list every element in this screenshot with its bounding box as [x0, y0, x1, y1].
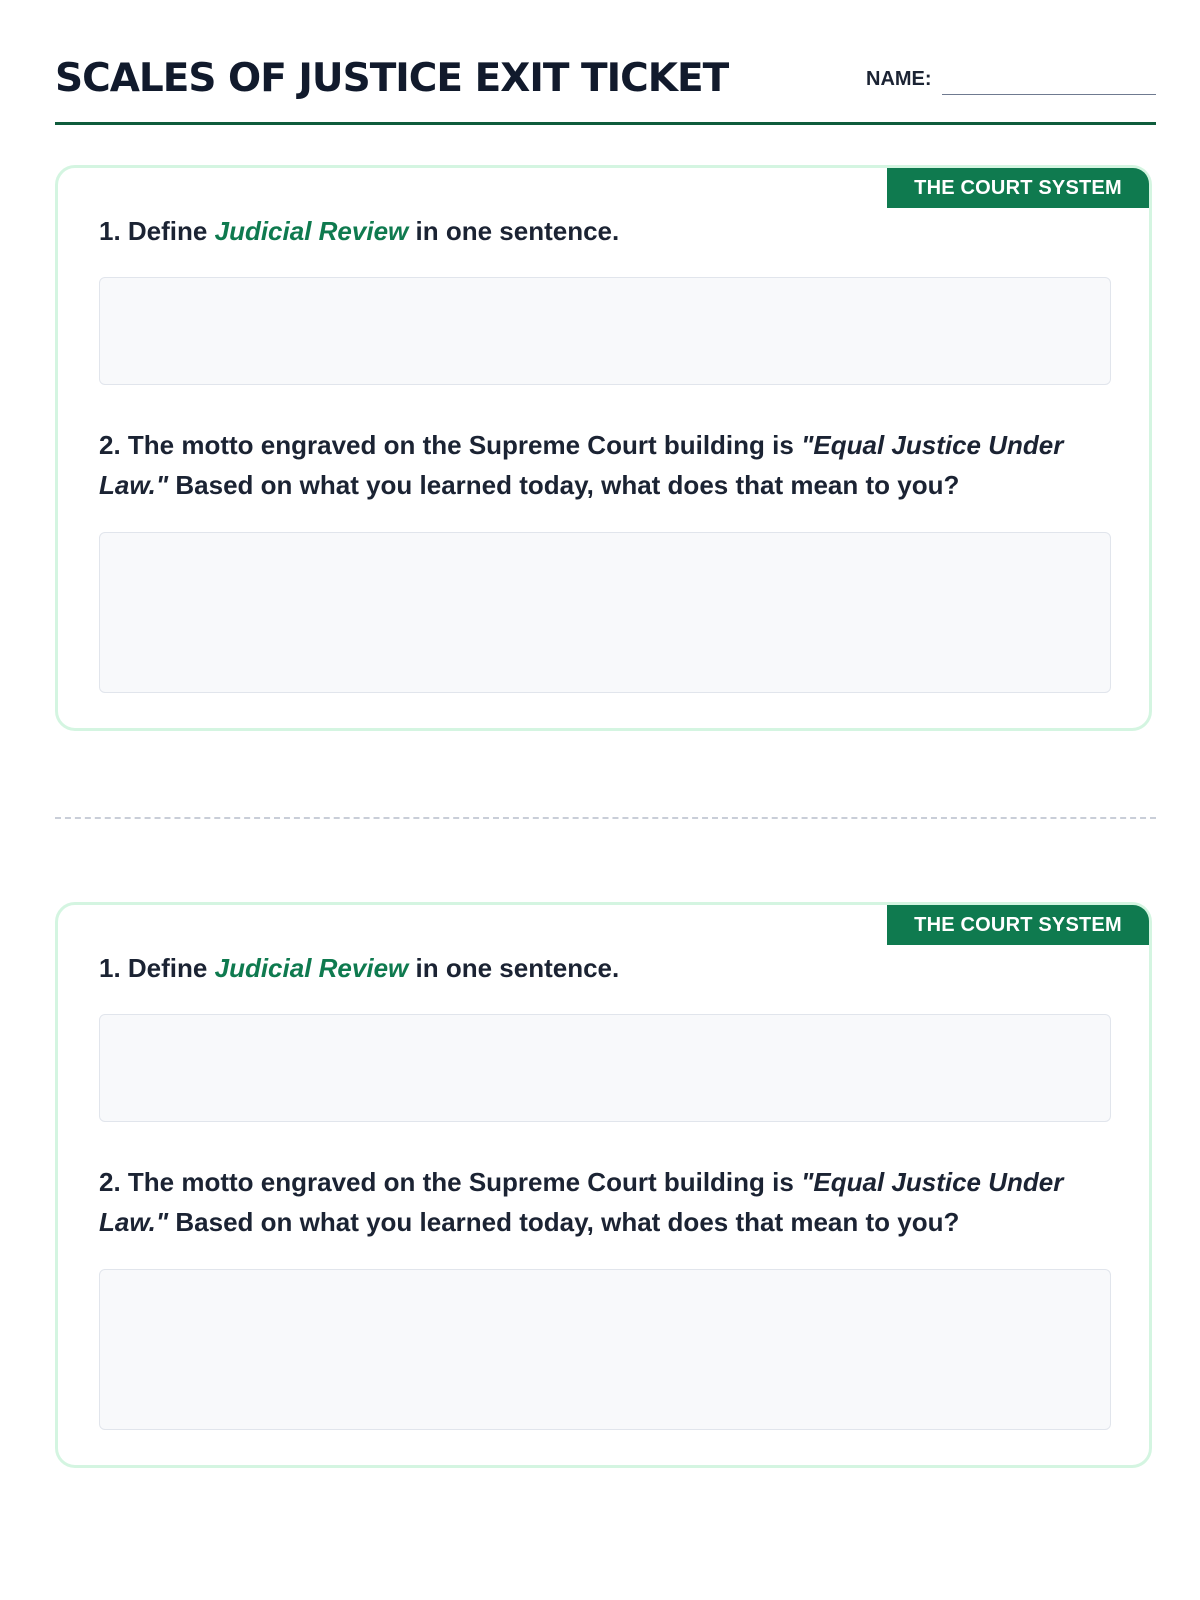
answer-box-2[interactable]: [99, 1269, 1111, 1430]
question-2-motto: "Equal Justice Under Law.": [99, 1167, 1064, 1237]
question-2-motto: "Equal Justice Under Law.": [99, 430, 1064, 500]
question-1: [99, 948, 1099, 988]
answer-box-1[interactable]: [99, 277, 1111, 385]
question-1: [99, 211, 1099, 251]
question-1-term: Judicial Review: [214, 216, 409, 246]
topic-badge: THE COURT SYSTEM: [887, 168, 1149, 208]
answer-box-2[interactable]: [99, 532, 1111, 693]
exit-ticket-card: [55, 165, 1152, 731]
question-1-suffix: in one sentence.: [415, 216, 620, 246]
question-1-term: Judicial Review: [214, 953, 409, 983]
name-line[interactable]: [942, 94, 1156, 95]
question-2-suffix: Based on what you learned today, what does that mean to you?: [175, 1207, 960, 1237]
answer-box-1[interactable]: [99, 1014, 1111, 1122]
name-label: NAME:: [866, 68, 932, 90]
page-header: [55, 52, 1156, 125]
exit-ticket-card: [55, 902, 1152, 1468]
question-2-prefix: 2. The motto engraved on the Supreme Court building is: [99, 430, 794, 460]
question-2: [99, 1162, 1119, 1242]
question-1-prefix: 1. Define: [99, 216, 208, 246]
question-1-suffix: in one sentence.: [415, 953, 620, 983]
topic-badge: THE COURT SYSTEM: [887, 905, 1149, 945]
question-1-prefix: 1. Define: [99, 953, 208, 983]
question-2-suffix: Based on what you learned today, what does that mean to you?: [175, 470, 960, 500]
name-field[interactable]: [866, 68, 1156, 98]
question-2-prefix: 2. The motto engraved on the Supreme Court building is: [99, 1167, 794, 1197]
cut-line-divider: [55, 817, 1156, 819]
page-title: SCALES OF JUSTICE EXIT TICKET: [55, 56, 729, 101]
question-2: [99, 425, 1119, 505]
